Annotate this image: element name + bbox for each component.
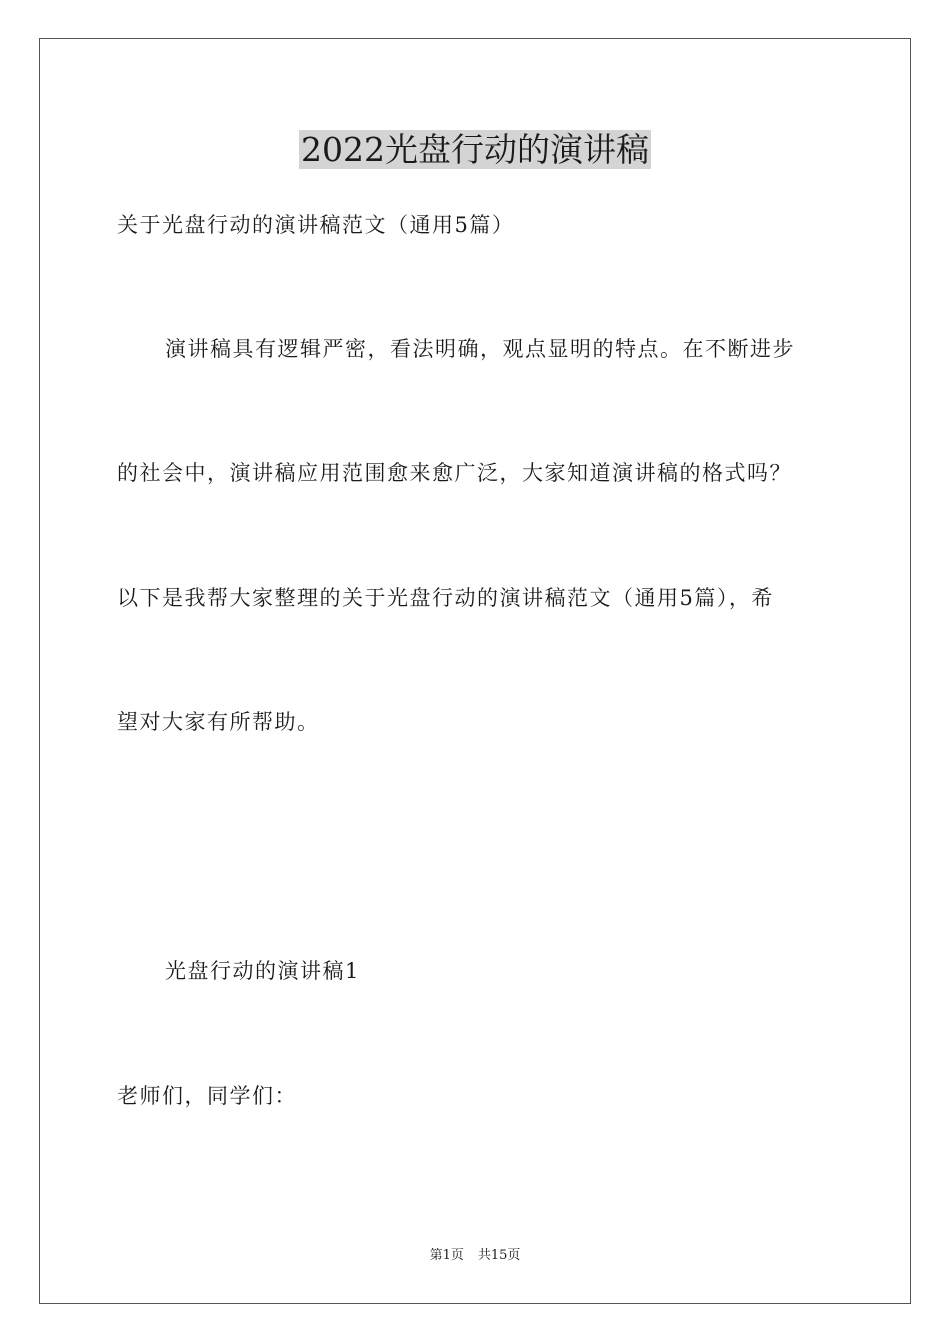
page-number: 第1页 [429,1248,464,1263]
section-heading: 光盘行动的演讲稿1 [165,959,360,983]
intro-line-4: 望对大家有所帮助。 [117,710,320,734]
intro-line-3: 以下是我帮大家整理的关于光盘行动的演讲稿范文（通用5篇），希 [117,586,774,610]
intro-line-2: 的社会中，演讲稿应用范围愈来愈广泛，大家知道演讲稿的格式吗？ [117,461,792,485]
salutation: 老师们，同学们： [117,1084,297,1108]
document-title [0,128,950,172]
intro-line-1: 演讲稿具有逻辑严密，看法明确，观点显明的特点。在不断进步 [165,337,795,361]
page-total: 共15页 [477,1248,521,1263]
document-title-text: 2022光盘行动的演讲稿 [301,130,649,169]
document-subtitle: 关于光盘行动的演讲稿范文（通用5篇） [117,213,515,237]
page-footer [0,1247,950,1265]
